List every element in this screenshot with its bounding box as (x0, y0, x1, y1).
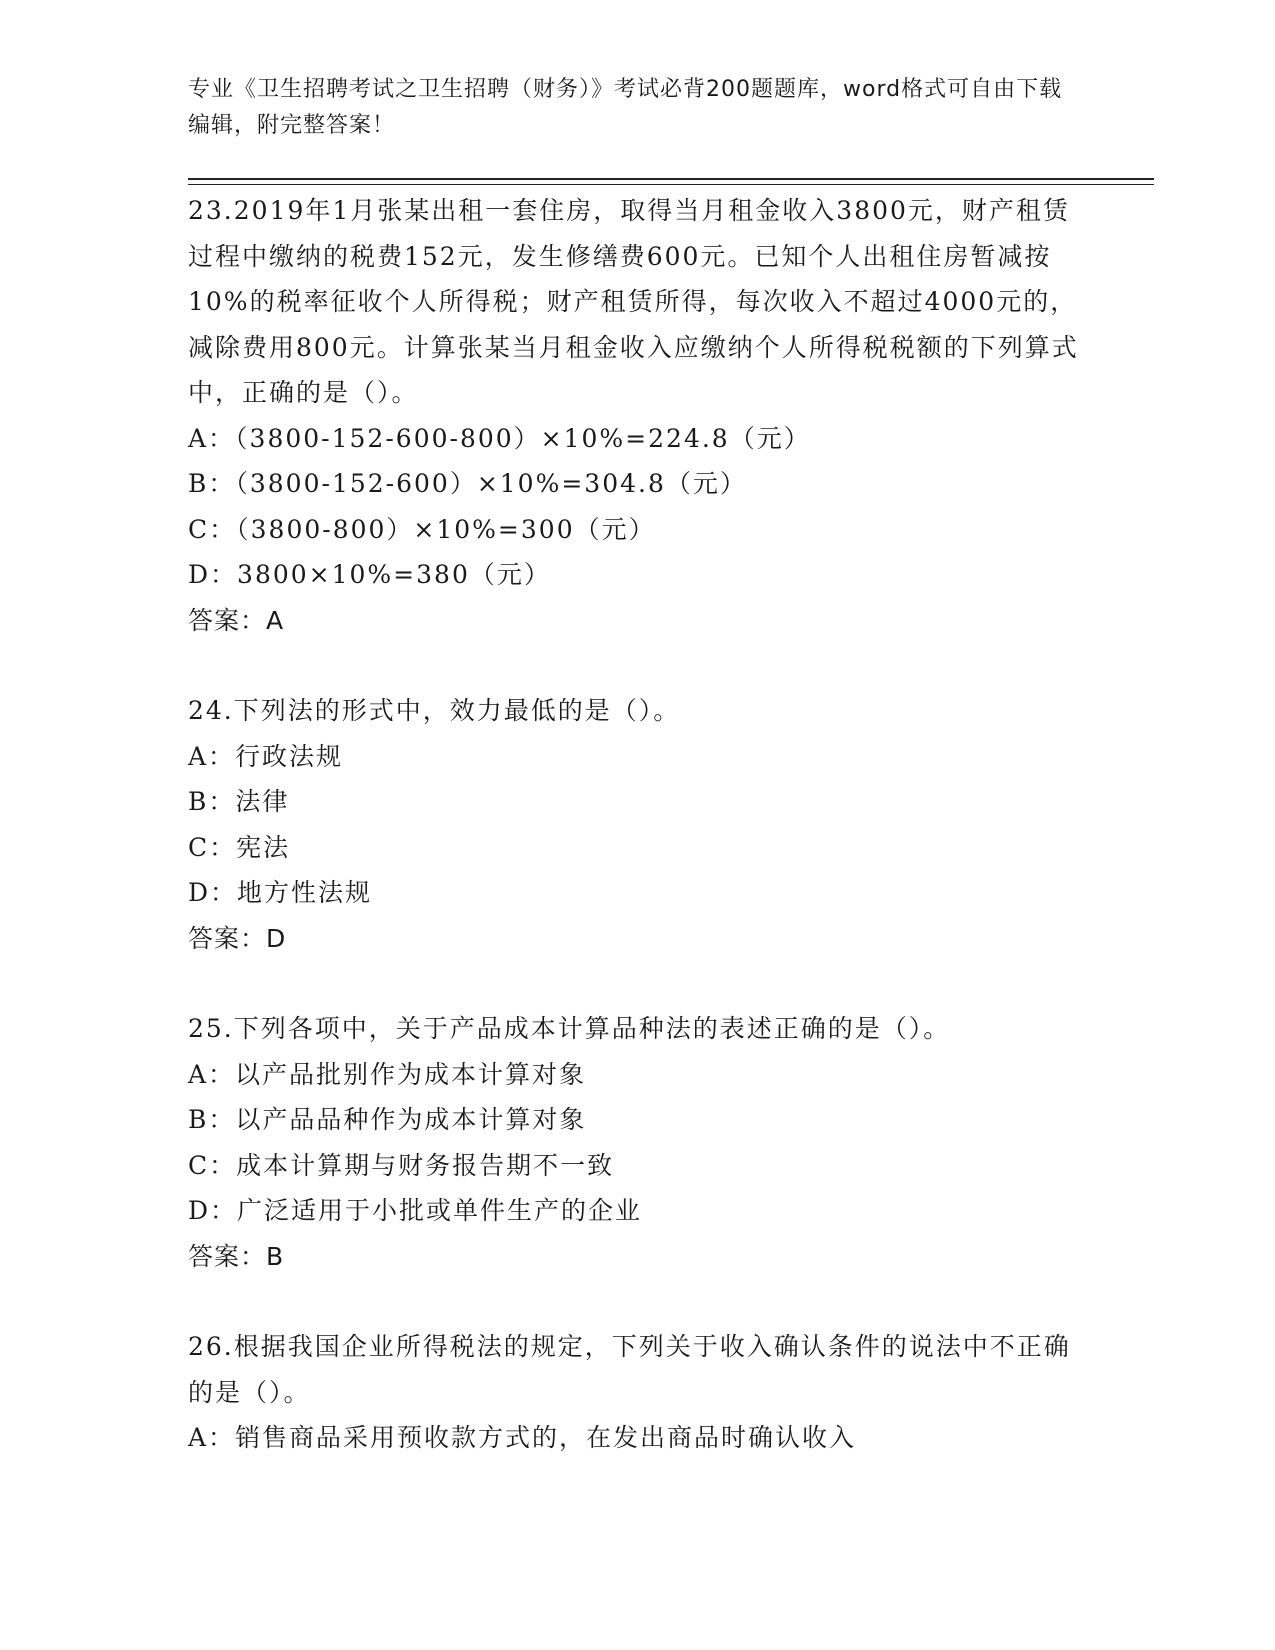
question-25 (188, 1006, 1088, 1279)
question-list (188, 188, 1088, 1461)
question-stem: 24.下列法的形式中，效力最低的是（）。 (188, 696, 681, 725)
question-stem: 26.根据我国企业所得税法的规定，下列关于收入确认条件的说法中不正确的是（）。 (188, 1332, 1071, 1407)
question-spacer (188, 643, 1088, 688)
answer-line: 答案：A (188, 605, 285, 635)
option-a: A：销售商品采用预收款方式的，在发出商品时确认收入 (188, 1423, 857, 1452)
question-spacer (188, 1279, 1088, 1324)
option-d: D：地方性法规 (188, 878, 373, 907)
question-spacer (188, 961, 1088, 1006)
option-c: C：宪法 (188, 832, 291, 862)
document-header: 专业《卫生招聘考试之卫生招聘（财务）》考试必背200题题库，word格式可自由下载编辑，附完整答案！ (188, 77, 1063, 138)
option-c: C：成本计算期与财务报告期不一致 (188, 1150, 615, 1180)
option-b: B：以产品品种作为成本计算对象 (188, 1105, 587, 1134)
option-d: D：广泛适用于小批或单件生产的企业 (188, 1196, 643, 1225)
option-a: A：行政法规 (188, 741, 344, 771)
header-rule-thick (188, 178, 1154, 180)
option-c: C：（3800-800）×10%=300（元） (188, 514, 656, 544)
question-stem: 25.下列各项中，关于产品成本计算品种法的表述正确的是（）。 (188, 1014, 951, 1043)
option-b: B：法律 (188, 787, 290, 816)
answer-line: 答案：B (188, 1241, 285, 1271)
option-b: B：（3800-152-600）×10%=304.8（元） (188, 469, 747, 498)
question-26 (188, 1324, 1088, 1461)
option-d: D：3800×10%=380（元） (188, 560, 551, 589)
question-stem: 23.2019年1月张某出租一套住房，取得当月租金收入3800元，财产租赁过程中缴纳的税费152元，发生修缮费600元。已知个人出租住房暂减按10%的税率征收个人所得税；财产租赁所得，每次收入不超过4000元的，减除费用800元。计算张某当月租金收入应缴纳个人所得税税额的下列算式中，正确的是（）。 (188, 196, 1079, 407)
question-23 (188, 188, 1088, 643)
header-rule-thin (188, 184, 1154, 185)
option-a: A：（3800-152-600-800）×10%=224.8（元） (188, 423, 811, 453)
answer-line: 答案：D (188, 923, 287, 953)
option-a: A：以产品批别作为成本计算对象 (188, 1059, 587, 1089)
question-24 (188, 688, 1088, 961)
